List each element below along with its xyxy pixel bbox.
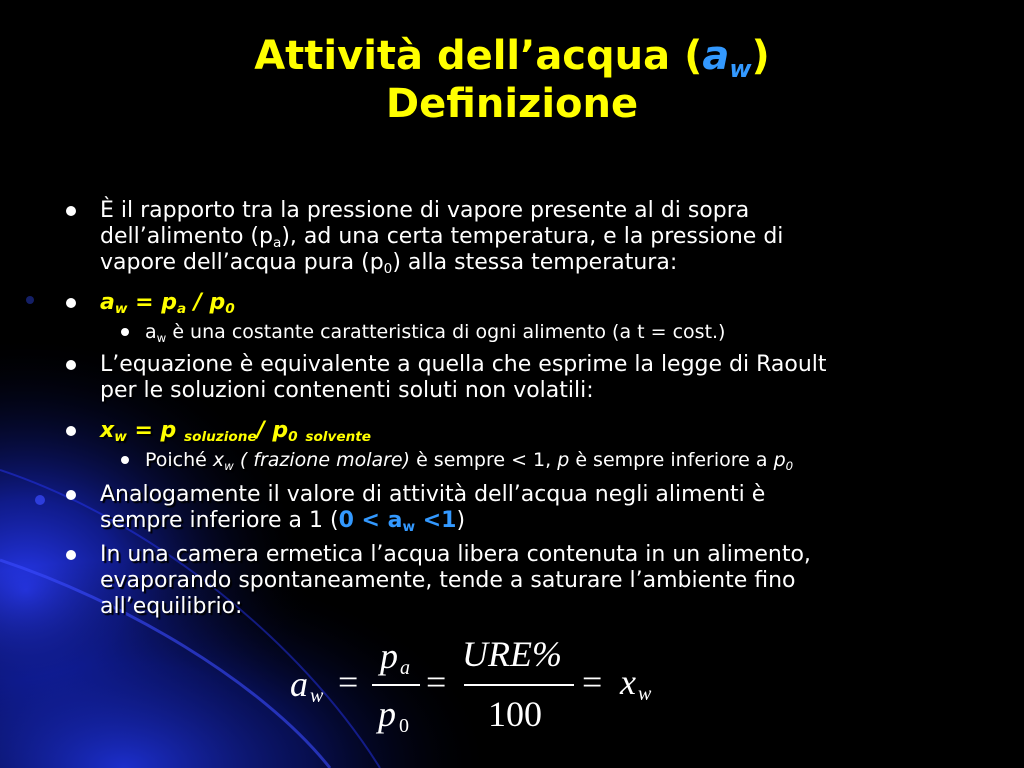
bullet-raoult: L’equazione è equivalente a quella che esprime la legge di Raoult per le soluzioni contenenti soluti non volatili: — [100, 352, 970, 404]
bullet-dot — [66, 426, 76, 436]
fraction-bar — [464, 684, 574, 686]
bullet-analogamente: Analogamente il valore di attività dell’acqua negli alimenti è sempre inferiore a 1 $(0 < a_w <1)$ — [100, 482, 970, 534]
bullet-dot — [66, 206, 76, 216]
equation-image: a w = p a p 0 = URE% 100 = x w — [290, 634, 652, 737]
title-line-2: Definizione — [385, 81, 639, 127]
bullet-aw-formula: $a_w = p_a / p_0$ — [100, 290, 970, 316]
bullet-dot — [66, 360, 76, 370]
aw-range: $0 < a_w <1$ — [338, 508, 457, 535]
subbullet-dot — [121, 328, 129, 336]
title-line-1: Attività dell’acqua $(a_w)$ — [254, 33, 770, 83]
subbullet-dot — [121, 456, 129, 464]
bullet-dot — [66, 490, 76, 500]
bullet-camera-ermetica: In una camera ermetica l’acqua libera contenuta in un alimento, evaporando spontaneamente, tende a saturare l’ambiente fino all’equilibrio: — [100, 542, 970, 620]
bullet-dot — [66, 298, 76, 308]
fraction-bar — [372, 684, 420, 686]
title-aw-symbol: $a_w$ — [702, 33, 752, 83]
bullet-definition: È il rapporto tra la pressione di vapore presente al di sopra dell’alimento $(p_a)$, ad una certa temperatura, e la pressione di vapore dell’acqua pura $(p_0)$ alla stessa temperatura: — [100, 198, 970, 276]
subbullet-aw-constant: $a_w$ è una costante caratteristica di ogni alimento (a t = cost.) — [145, 320, 985, 344]
bullet-xw-formula: $x_w = p$ $_{soluzione}$/ $p_0$ $_{solvente}$ — [100, 418, 970, 444]
title-main: Attività dell’acqua — [254, 33, 671, 79]
bullet-dot — [66, 550, 76, 560]
subbullet-molar-fraction: Poiché $x_w$ ( frazione molare) è sempre < 1, p è sempre inferiore a $p_0$ — [145, 448, 985, 472]
